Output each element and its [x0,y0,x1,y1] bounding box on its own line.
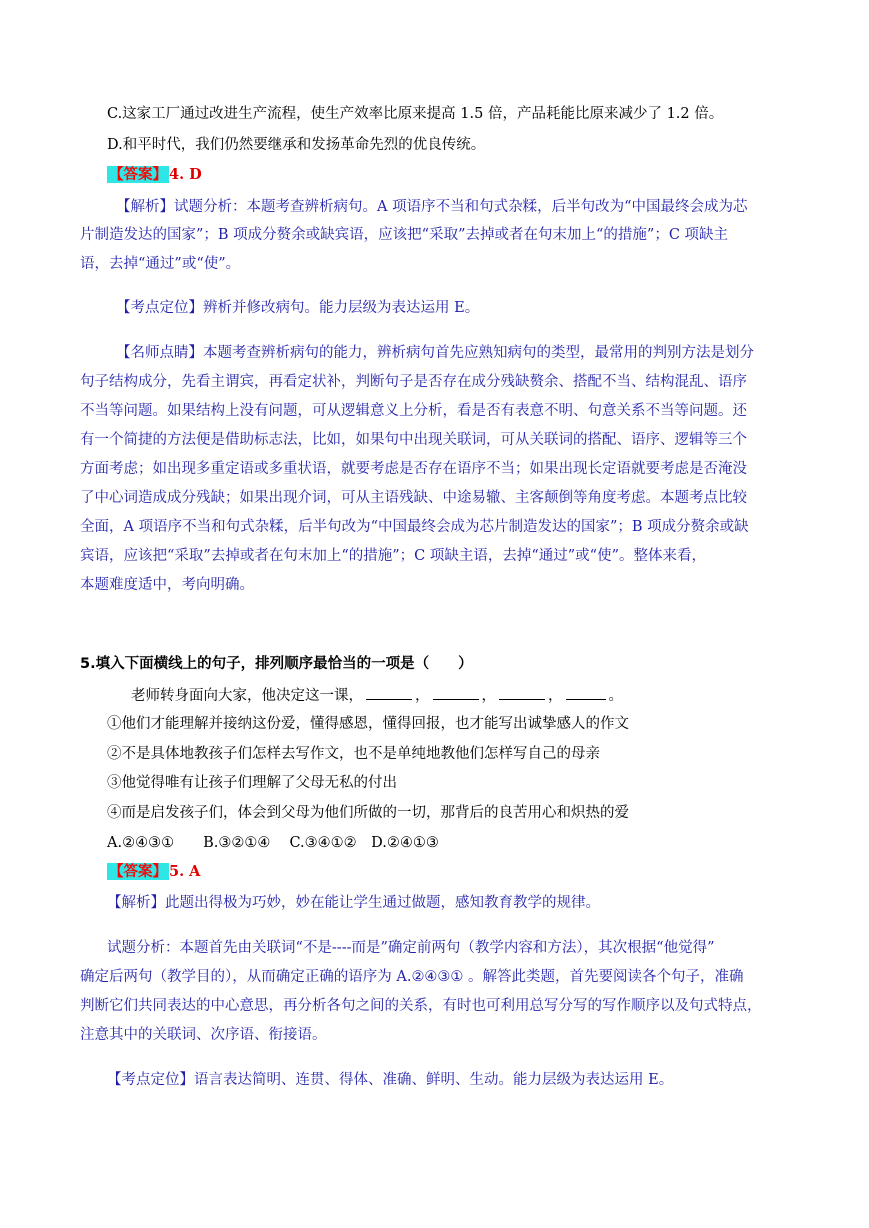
answer-value: 5. A [169,863,201,880]
q4-mingshi-line: 不当等问题。如果结构上没有问题，可从逻辑意义上分析，看是否有表意不明、句意关系不当等问题。还 [80,403,747,419]
q4-option-c: C.这家工厂通过改进生产流程，使生产效率比原来提高 1.5 倍，产品耗能比原来减少了 1.2 倍。 [107,106,724,122]
q4-mingshi-line: 宾语，应该把“采取”去掉或者在句末加上“的措施”；C 项缺主语，去掉“通过”或“使”。整体来看， [80,548,707,564]
q5-detail-line-3: 判断它们共同表达的中心意思，再分析各句之间的关系，有时也可利用总写分写的写作顺序以及句式特点， [80,998,762,1014]
q4-mingshi-line: 句子结构成分，先看主谓宾，再看定状补，判断句子是否存在成分残缺赘余、搭配不当、结构混乱、语序 [80,374,747,390]
q4-option-d: D.和平时代，我们仍然要继承和发扬革命先烈的优良传统。 [107,137,486,153]
q5-title: 5.填入下面横线上的句子，排列顺序最恰当的一项是（ ） [80,656,473,672]
answer-value: 4. D [169,166,202,183]
q5-stem-prefix: 老师转身面向大家，他决定这一课， [131,688,363,704]
q4-analysis-line-3: 语，去掉“通过”或“使”。 [80,256,241,272]
q4-mingshi-line: 了中心词造成成分残缺；如果出现介词，可从主语残缺、中途易辙、主客颠倒等角度考虑。本题考点比较 [80,490,747,506]
q4-mingshi-line: 【名师点睛】本题考查辨析病句的能力，辨析病句首先应熟知病句的类型，最常用的判别方法是划分 [116,345,754,361]
q4-analysis-line-1: 【解析】试题分析：本题考查辨析病句。A 项语序不当和句式杂糅，后半句改为“中国最终会成为芯 [116,199,748,215]
q4-analysis-line-2: 片制造发达的国家”；B 项成分赘余或缺宾语，应该把“采取”去掉或者在句末加上“的措施”；C 项缺主 [80,227,729,243]
comma: ， [548,688,563,704]
q4-mingshi-line: 有一个简捷的方法便是借助标志法，比如，如果句中出现关联词，可从关联词的搭配、语序、逻辑等三个 [80,432,747,448]
q5-detail-line-2: 确定后两句（教学目的），从而确定正确的语序为 A.②④③① 。解答此类题，首先要阅读各个句子，准确 [80,969,744,985]
q5-detail-line-1: 试题分析：本题首先由关联词“不是----而是”确定前两句（教学内容和方法），其次根据“他觉得” [107,940,715,956]
q5-stem [131,685,623,706]
q4-answer [107,165,202,185]
q5-sentence-2: ②不是具体地教孩子们怎样去写作文，也不是单纯地教他们怎样写自己的母亲 [107,746,600,762]
blank-1 [366,685,412,700]
answer-tag: 【答案】 [109,863,167,880]
answer-tag: 【答案】 [109,166,167,183]
comma: ， [481,688,496,704]
blank-2 [433,685,479,700]
q5-sentence-1: ①他们才能理解并接纳这份爱，懂得感恩，懂得回报，也才能写出诚挚感人的作文 [107,716,629,732]
period: 。 [608,688,623,704]
q5-sentence-4: ④而是启发孩子们，体会到父母为他们所做的一切，那背后的良苦用心和炽热的爱 [107,805,629,821]
q4-mingshi-line: 全面，A 项语序不当和句式杂糅，后半句改为“中国最终会成为芯片制造发达的国家”；B 项成分赘余或缺 [80,519,749,535]
blank-3 [499,685,545,700]
q5-sentence-3: ③他觉得唯有让孩子们理解了父母无私的付出 [107,775,397,791]
q4-kaodian: 【考点定位】辨析并修改病句。能力层级为表达运用 E。 [116,300,480,316]
comma: ， [415,688,430,704]
q5-answer [107,862,200,882]
q5-detail-line-4: 注意其中的关联词、次序语、衔接语。 [80,1027,327,1043]
q4-mingshi-line: 本题难度适中，考向明确。 [80,577,254,593]
q5-analysis: 【解析】此题出得极为巧妙，妙在能让学生通过做题，感知教育教学的规律。 [107,895,600,911]
q5-kaodian: 【考点定位】语言表达简明、连贯、得体、准确、鲜明、生动。能力层级为表达运用 E。 [107,1072,674,1088]
q5-options: A.②④③① B.③②①④ C.③④①② D.②④①③ [107,835,439,851]
blank-4 [566,685,606,700]
q4-mingshi-line: 方面考虑；如出现多重定语或多重状语，就要考虑是否存在语序不当；如果出现长定语就要考虑是否淹没 [80,461,747,477]
